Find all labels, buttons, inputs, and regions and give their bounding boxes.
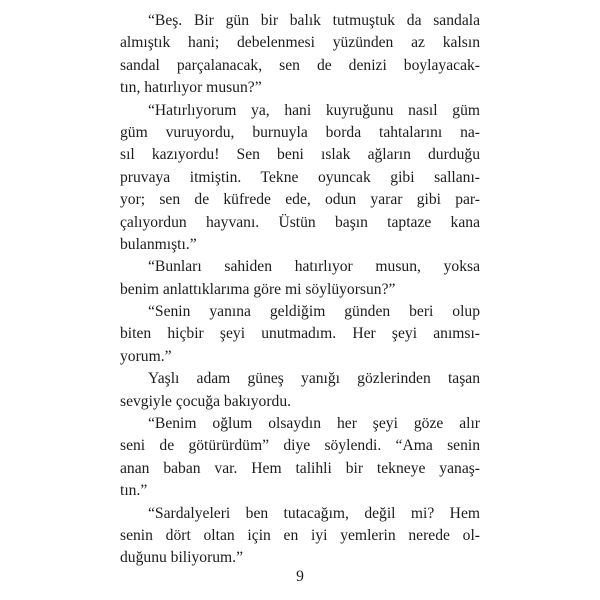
body-text [120, 10, 480, 570]
text-line: “Beş. Bir gün bir balık tutmuştuk da sandala [148, 12, 480, 29]
text-line: sandal parçalanacak, sen de denizi boylayacak- [120, 56, 480, 74]
text-line: güm vuruyordu, burnuyla borda tahtalarını na- [120, 123, 480, 141]
text-line: anan baban var. Hem talihli bir tekneye yanaş- [120, 459, 480, 477]
text-line: “Sardalyeleri ben tutacağım, değil mi? Hem [148, 504, 480, 522]
text-line: tın, hatırlıyor musun?” [120, 79, 262, 97]
text-line: almıştık hani; debelenmesi yüzünden az kalsın [120, 34, 480, 52]
text-line: “Senin yanına geldiğim günden beri olup [148, 303, 480, 321]
text-line: “Bunları sahiden hatırlıyor musun, yoksa [148, 258, 480, 276]
text-line: tın.” [120, 482, 148, 500]
page-number: 9 [296, 568, 304, 585]
text-line: senin dört oltan için en iyi yemlerin nerede ol- [120, 526, 480, 544]
text-line: “Benim oğlum olsaydın her şeyi göze alır [148, 415, 480, 433]
text-line: duğunu biliyorum.” [120, 549, 244, 567]
text-line: Yaşlı adam güneş yanığı gözlerinden taşan [148, 370, 480, 388]
text-line: sıl kazıyordu! Sen beni ıslak ağların durduğu [120, 146, 480, 164]
text-line: seni de götürürdüm” diye söylendi. “Ama senin [120, 437, 480, 455]
text-line: “Hatırlıyorum ya, hani kuyruğunu nasıl güm [148, 101, 480, 119]
text-line: sevgiyle çocuğa bakıyordu. [120, 392, 292, 410]
text-line: yor; sen de küfrede ede, odun yarar gibi par- [120, 191, 480, 209]
text-line: biten hiçbir şeyi unutmadım. Her şeyi anımsı- [120, 325, 480, 343]
text-line: pruvaya itmiştin. Tekne oyuncak gibi sallanı- [120, 168, 480, 186]
text-line: bulanmıştı.” [120, 235, 197, 253]
text-line: yorum.” [120, 347, 172, 365]
text-line: çalıyordun hayvanı. Üstün başın taptaze kana [120, 213, 480, 231]
text-line: benim anlattıklarıma göre mi söylüyorsun?” [120, 280, 396, 298]
